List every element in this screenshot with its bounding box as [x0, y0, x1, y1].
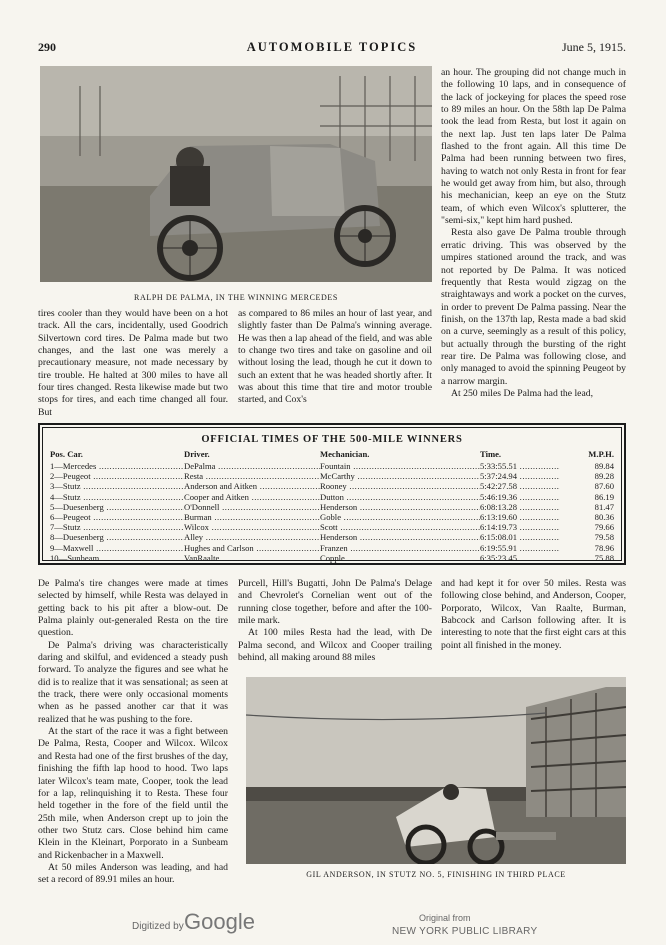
header-time: Time.	[480, 449, 502, 459]
cell-time: 5:42:27.58 .....	[480, 481, 560, 491]
paragraph: De Palma's tire changes were made at times selected by himself, while Resta was delayed in getting back to his pit after a blow-out. De Palma plainly out-generaled Resta on the tire question.	[38, 578, 228, 639]
paragraph: At 100 miles Resta had the lead, with De Palma second, and Wilcox and Cooper trailing behind, all making around 88 miles	[238, 627, 432, 664]
cell-driver: Anderson and Aitken .....	[184, 481, 320, 491]
cell-mechanician: Henderson .....	[320, 502, 480, 512]
results-table	[38, 423, 626, 565]
cell-driver: Resta .....	[184, 471, 320, 481]
photo1-caption: RALPH DE PALMA, IN THE WINNING MERCEDES	[134, 293, 338, 302]
cell-mechanician: Copple .....	[320, 553, 480, 563]
paragraph: tires cooler than they would have been on a hot track. All the cars, incidentally, used Goodrich Silvertown cord tires. De Palma made but two changes, and the last one was merely a precautionary measure, not made necessary by tire trouble. He halted at 300 miles to have all four tires changed. Resta likewise made but two stops for tires, and each time changed all four. But	[38, 308, 228, 418]
cell-car: 3—Stutz .....	[50, 481, 184, 491]
top-middle-column	[238, 308, 432, 407]
cell-mph: 79.58	[594, 532, 614, 543]
original-from: Original from	[419, 913, 471, 923]
cell-mph: 79.66	[594, 522, 614, 533]
digitized-by: Digitized by	[132, 921, 184, 932]
cell-driver: Cooper and Aitken .....	[184, 492, 320, 502]
cell-mph: 89.84	[594, 461, 614, 471]
paragraph: At 50 miles Anderson was leading, and had set a record of 89.91 miles an hour.	[38, 861, 228, 886]
cell-mph: 81.47	[594, 501, 614, 512]
header-car: Pos. Car.	[50, 449, 83, 459]
cell-time: 6:14:19.73 .....	[480, 522, 560, 532]
paragraph: and had kept it for over 50 miles. Resta was following close behind, and Anderson, Cooper, Porporato, Wilcox, Van Raalte, Burman, Babcock and Carlson following after. It is interesting to note that the first eight cars at this point all finished in the money.	[441, 578, 626, 651]
cell-time: 5:37:24.94 .....	[480, 471, 560, 481]
google-wordmark: Google	[184, 909, 255, 934]
cell-car: 1—Mercedes .....	[50, 461, 184, 471]
cell-mph: 78.96	[594, 542, 614, 553]
cell-driver: Alley .....	[184, 532, 320, 542]
paragraph: At 250 miles De Palma had the lead,	[451, 387, 594, 399]
page-header	[38, 40, 626, 56]
cell-time: 6:15:08.01 .....	[480, 532, 560, 542]
paragraph: At the start of the race it was a fight between De Palma, Resta, Cooper and Wilcox. Wilcox and Resta had one of the first brushes of the day, finishing the fifth lap hood to hood. Two laps later Wilcox's team mate, Cooper, took the lead for a lap, relinquishing it to Resta. These four held together in the fore of the field until the 25th mile, when Anderson crept up to join the other two Stutz cars. Close behind him came Klein in the Kleinart, Porporato in a Sunbeam and Rickenbacher in a Maxwell.	[38, 726, 228, 861]
cell-driver: O'Donnell .....	[184, 502, 320, 512]
race-car-photo	[40, 66, 432, 282]
cell-time: 6:13:19.60 .....	[480, 512, 560, 522]
cell-driver: Burman .....	[184, 512, 320, 522]
cell-car: 2—Peugeot .....	[50, 471, 184, 481]
cell-time: 6:08:13.28 .....	[480, 502, 560, 512]
cell-mechanician: Goble .....	[320, 512, 480, 522]
header-driver: Driver.	[184, 449, 210, 459]
cell-car: 7—Stutz .....	[50, 522, 184, 532]
header-mph: M.P.H.	[588, 449, 614, 459]
cell-time: 6:35:23.45 .....	[480, 553, 560, 563]
photo2-caption: GIL ANDERSON, IN STUTZ NO. 5, FINISHING IN THIRD PLACE	[306, 870, 566, 879]
cell-mechanician: Scott .....	[320, 522, 480, 532]
page-number: 290	[38, 40, 56, 54]
paragraph: as compared to 86 miles an hour of last year, and slightly faster than De Palma's winning average. He was then a lap ahead of the field, and was able to change two tires and take on gasoline and oil without losing the lead, though he cut it down to such an extent that he was headed shortly after. It was about this time that tire and motor trouble started, and Cox's	[238, 308, 432, 406]
cell-mechanician: Henderson .....	[320, 532, 480, 542]
top-right-column	[441, 67, 626, 400]
bottom-left-column	[38, 578, 228, 887]
header-mechanician: Mechanician.	[320, 449, 370, 459]
cell-car: 5—Duesenberg .....	[50, 502, 184, 512]
cell-time: 5:33:55.51 .....	[480, 461, 560, 471]
table-header	[50, 449, 614, 460]
cell-mph: 86.19	[594, 491, 614, 502]
table-title: OFFICIAL TIMES OF THE 500-MILE WINNERS	[201, 434, 463, 445]
cell-car: 10—Sunbeam .....	[50, 553, 184, 563]
cell-time: 6:19:55.91 .....	[480, 543, 560, 553]
cell-mph: 80.36	[594, 512, 614, 522]
cell-time: 5:46:19.36 .....	[480, 492, 560, 502]
cell-car: 9—Maxwell .....	[50, 543, 184, 553]
cell-mph: 89.28	[594, 471, 614, 482]
top-left-column	[38, 308, 228, 419]
paragraph: an hour. The grouping did not change much in the following 10 laps, and in consequence of the lack of jockeying for places the speed rose to 89 miles an hour. On the 58th lap De Palma took the lead from Resta, but lost it again on the next lap. Just ten laps later De Palma flashed to the front again. All this time De Palma had been running between two fires, having to watch not only Resta in front for fear he would get away from him, but also, through his mechanician, keep an eye on the Stutz team, of which even Wilcox's splutterer, the "semi-six," kept him hard pushed.	[441, 67, 626, 227]
cell-car: 8—Duesenberg .....	[50, 532, 184, 542]
paragraph: De Palma's driving was characteristically daring and skilful, and evidenced a steady push forward. To analyze the figures and see what he did is to realize that it was sensational; as seen at the track, there were only occasional moments when as he passed another car that it was realized that he was pushing to the fore.	[38, 639, 228, 725]
cell-driver: Hughes and Carlson .....	[184, 543, 320, 553]
cell-driver: Wilcox .....	[184, 522, 320, 532]
cell-mechanician: Fountain .....	[320, 461, 480, 471]
cell-mechanician: McCarthy .....	[320, 471, 480, 481]
cell-mph: 75.88	[594, 552, 614, 563]
bottom-right-column	[441, 578, 626, 652]
track-finish-photo	[246, 677, 626, 864]
table-row	[50, 553, 614, 564]
journal-title: AUTOMOBILE TOPICS	[246, 40, 418, 54]
paragraph: Purcell, Hill's Bugatti, John De Palma's Delage and Chevrolet's Cornelian went out of the running close together, before and after the 100-mile mark.	[238, 578, 432, 627]
cell-mechanician: Rooney .....	[320, 481, 480, 491]
cell-mechanician: Dutton .....	[320, 492, 480, 502]
issue-date: June 5, 1915.	[562, 40, 626, 54]
cell-mechanician: Franzen .....	[320, 543, 480, 553]
paragraph: Resta also gave De Palma trouble through erratic driving. This was observed by the umpires stationed around the track, and was not reported by De Palma. It was noticed frequently that Resta would zigzag on the straightaways and work a pocket on the curves, in order to prevent De Palma passing. Near the finish, on the 137th lap, Resta made a bad skid on a curve, seemingly as a result of this policy, but actually through the bursting of the right rear tire. De Palma was following close, and only managed to avoid the spinning Peugeot by a narrow margin.	[441, 227, 626, 387]
bottom-middle-column	[238, 578, 432, 664]
cell-driver: DePalma .....	[184, 461, 320, 471]
cell-car: 6—Peugeot .....	[50, 512, 184, 522]
cell-driver: VanRaalte .....	[184, 553, 320, 563]
cell-mph: 87.60	[594, 481, 614, 492]
cell-car: 4—Stutz .....	[50, 492, 184, 502]
library-name: NEW YORK PUBLIC LIBRARY	[392, 926, 538, 937]
